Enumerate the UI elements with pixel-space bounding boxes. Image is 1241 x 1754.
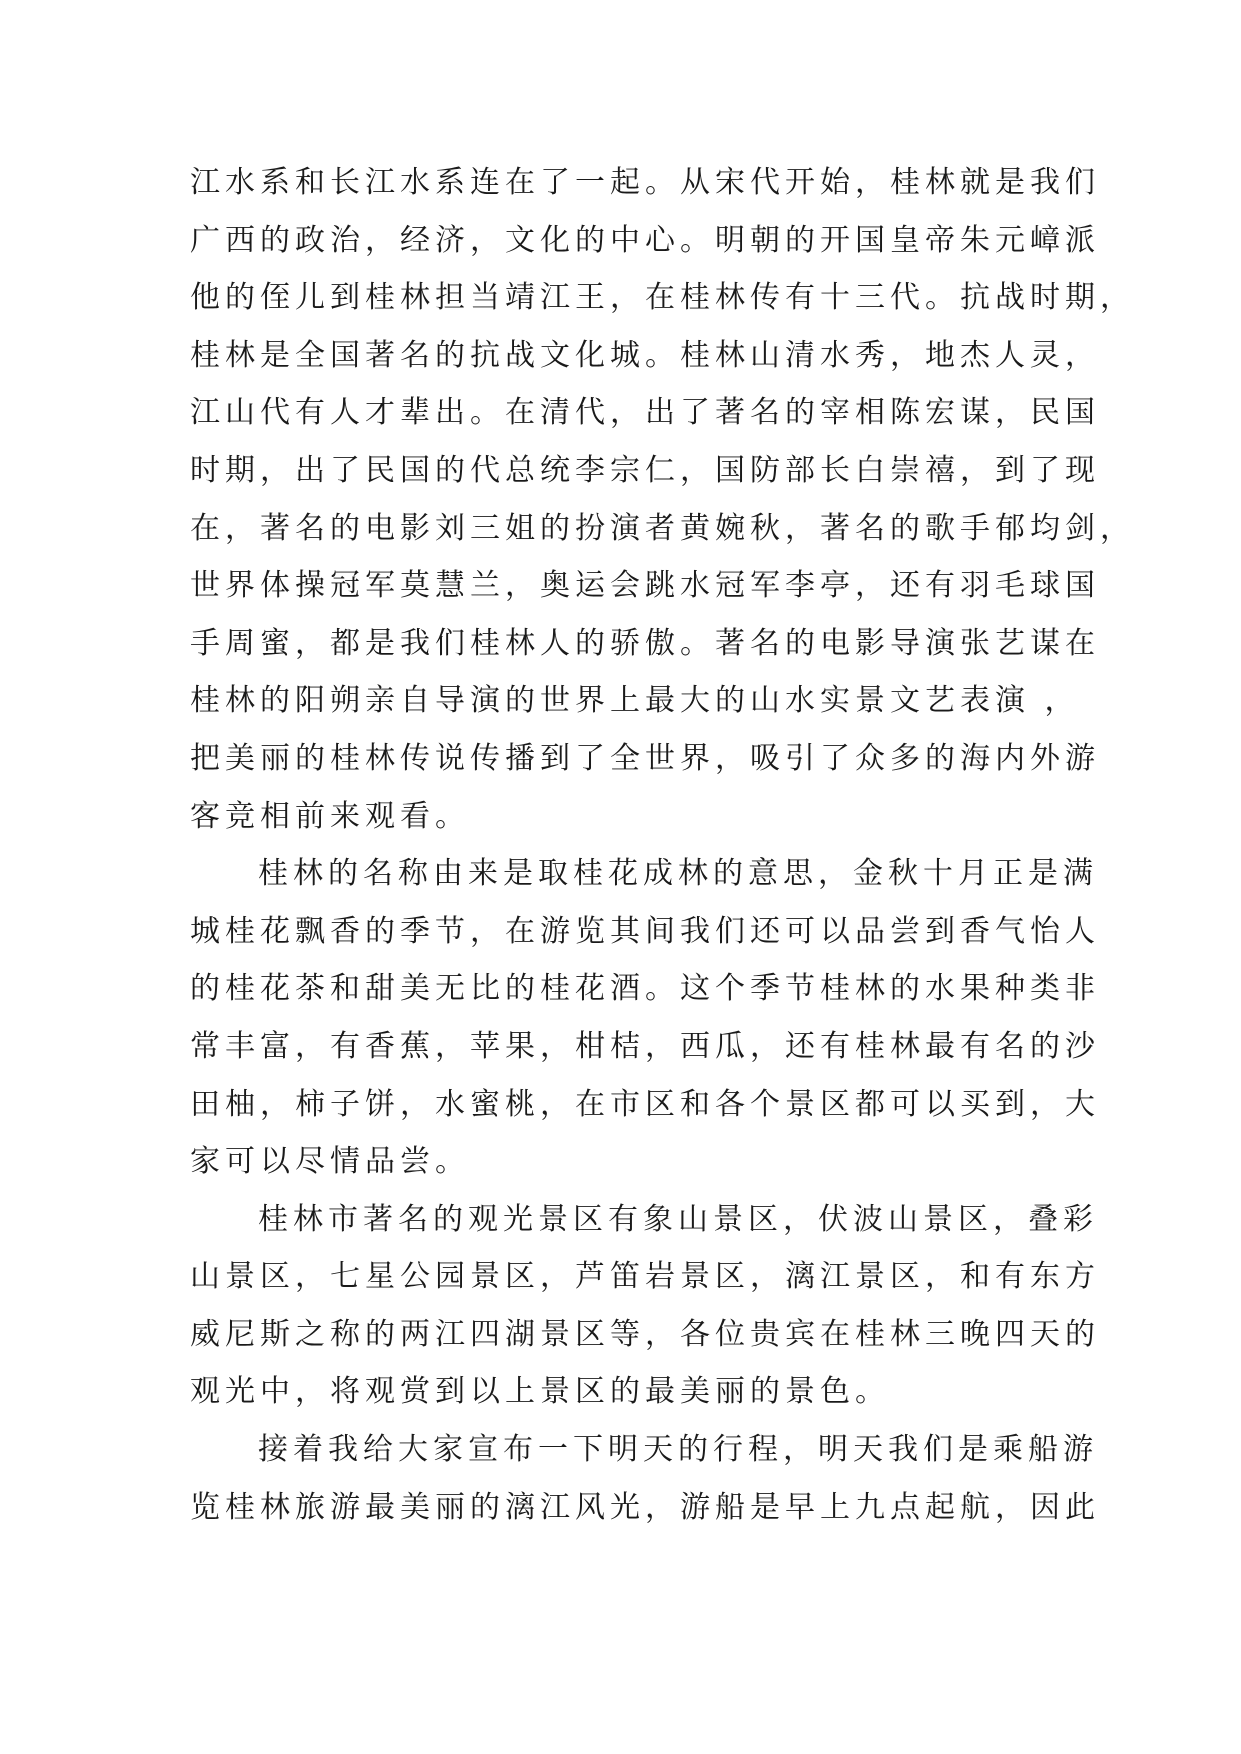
text-line: 江山代有人才辈出。在清代，出了著名的宰相陈宏谋，民国 xyxy=(190,395,1100,431)
text-line: 广西的政治，经济，文化的中心。明朝的开国皇帝朱元嶂派 xyxy=(190,222,1100,258)
text-line: 手周蜜，都是我们桂林人的骄傲。著名的电影导演张艺谋在 xyxy=(190,625,1100,661)
text-line: 江水系和长江水系连在了一起。从宋代开始，桂林就是我们 xyxy=(190,165,1100,200)
text-line: 常丰富，有香蕉，苹果，柑桔，西瓜，还有桂林最有名的沙 xyxy=(190,1028,1100,1064)
text-line: 览桂林旅游最美丽的漓江风光，游船是早上九点起航，因此 xyxy=(190,1489,1100,1525)
text-line: 观光中，将观赏到以上景区的最美丽的景色。 xyxy=(190,1374,890,1410)
text-line: 客竞相前来观看。 xyxy=(190,798,470,834)
text-line: 桂林是全国著名的抗战文化城。桂林山清水秀，地杰人灵， xyxy=(190,337,1100,373)
text-line: 威尼斯之称的两江四湖景区等，各位贵宾在桂林三晚四天的 xyxy=(190,1316,1100,1352)
text-line: 田柚，柿子饼，水蜜桃，在市区和各个景区都可以买到，大 xyxy=(190,1086,1100,1122)
text-line: 山景区，七星公园景区，芦笛岩景区，漓江景区，和有东方 xyxy=(190,1259,1100,1295)
paragraph-first-line: 桂林市著名的观光景区有象山景区，伏波山景区，叠彩 xyxy=(258,1201,1098,1237)
document-body xyxy=(190,154,1135,1536)
text-line: 他的侄儿到桂林担当靖江王，在桂林传有十三代。抗战时期， xyxy=(190,280,1135,316)
paragraph-first-line: 桂林的名称由来是取桂花成林的意思，金秋十月正是满 xyxy=(258,856,1098,892)
text-line: 把美丽的桂林传说传播到了全世界，吸引了众多的海内外游 xyxy=(190,740,1100,776)
paragraph-first-line: 接着我给大家宣布一下明天的行程，明天我们是乘船游 xyxy=(258,1432,1098,1468)
text-line: 在，著名的电影刘三姐的扮演者黄婉秋，著名的歌手郁均剑， xyxy=(190,510,1135,546)
text-line: 城桂花飘香的季节，在游览其间我们还可以品尝到香气怡人 xyxy=(190,913,1100,949)
text-line: 桂林的阳朔亲自导演的世界上最大的山水实景文艺表演 ， xyxy=(190,683,1080,719)
text-line: 家可以尽情品尝。 xyxy=(190,1144,470,1180)
text-line: 时期，出了民国的代总统李宗仁，国防部长白崇禧，到了现 xyxy=(190,452,1100,488)
text-line: 世界体操冠军莫慧兰，奥运会跳水冠军李亭，还有羽毛球国 xyxy=(190,568,1100,604)
text-line: 的桂花茶和甜美无比的桂花酒。这个季节桂林的水果种类非 xyxy=(190,971,1100,1007)
